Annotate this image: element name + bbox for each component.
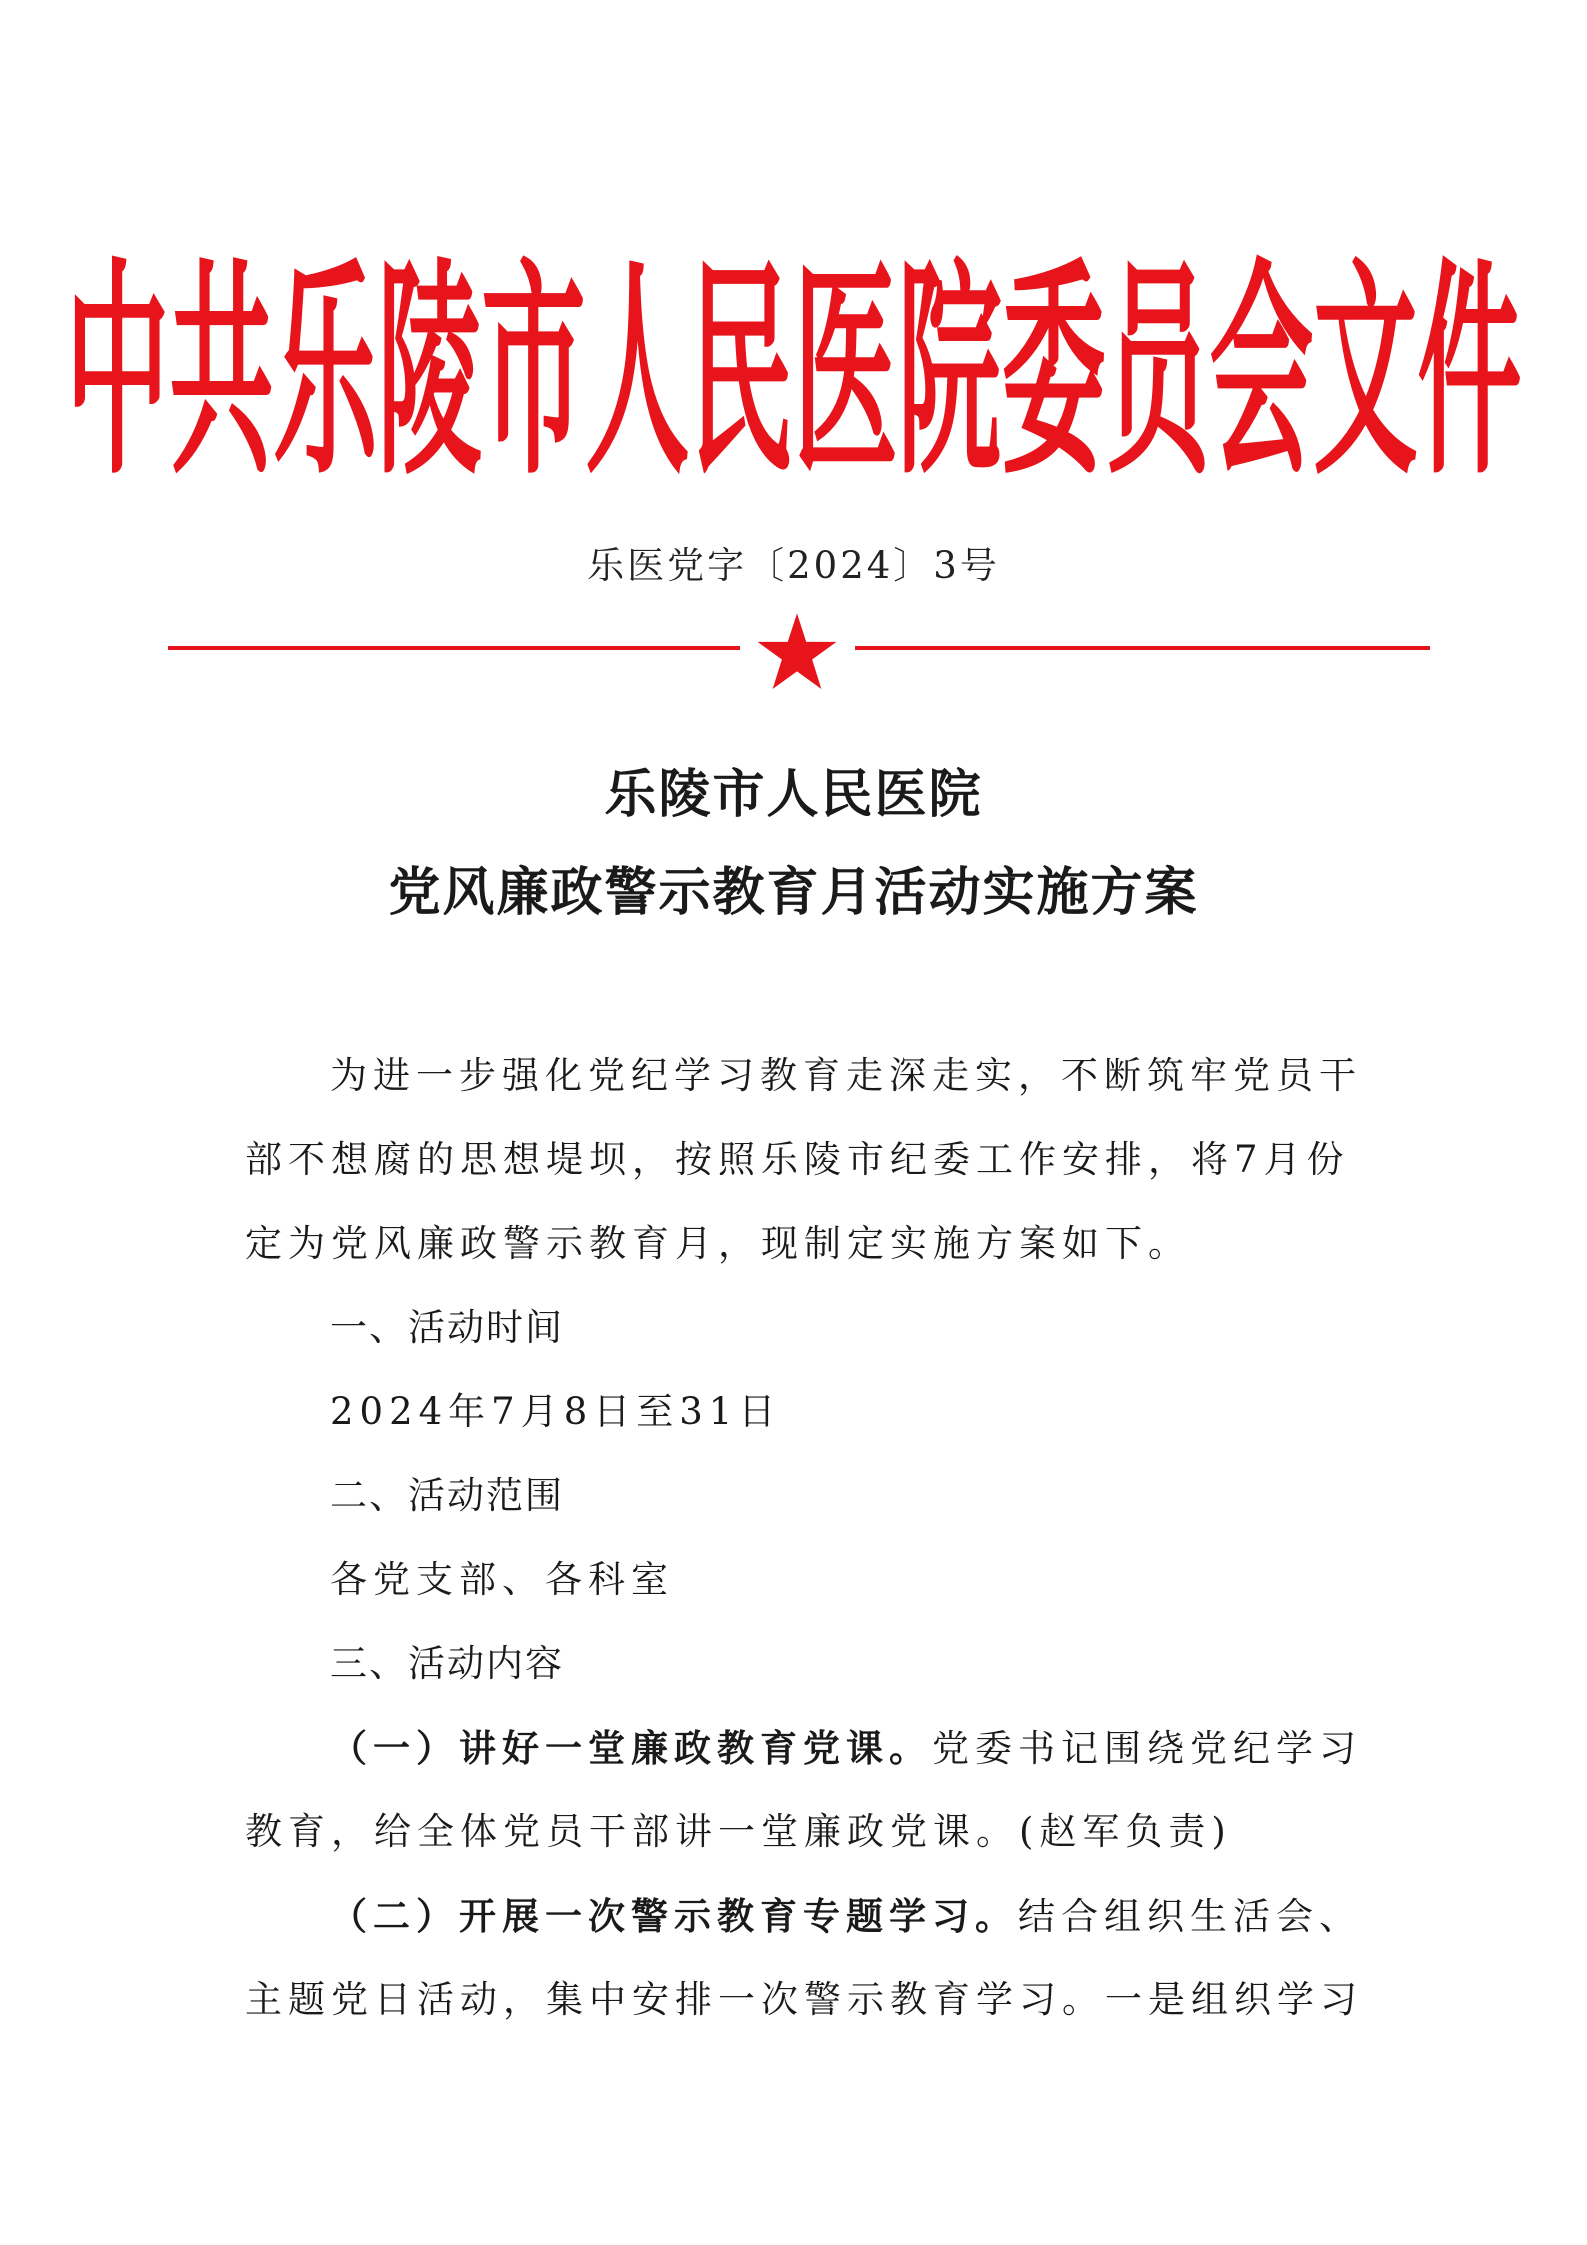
masthead-text: 中共乐陵市人民医院委员会文件 bbox=[65, 235, 1522, 507]
intro-line-3: 定为党风廉政警示教育月，现制定实施方案如下。 bbox=[245, 1222, 1191, 1265]
section-heading-time: 一、活动时间 bbox=[330, 1306, 564, 1349]
item-2-lead: （二）开展一次警示教育专题学习。 bbox=[330, 1894, 1018, 1938]
item-1-rest: 党委书记围绕党纪学习 bbox=[932, 1727, 1362, 1770]
item-2-line-2: 主题党日活动，集中安排一次警示教育学习。一是组织学习 bbox=[245, 1978, 1363, 2021]
item-1-line-2: 教育，给全体党员干部讲一堂廉政党课。(赵军负责) bbox=[245, 1810, 1232, 1853]
item-2-line-1 bbox=[330, 1886, 1362, 1947]
section-text-scope: 各党支部、各科室 bbox=[330, 1558, 674, 1601]
red-star-icon bbox=[755, 610, 839, 694]
red-rule-right bbox=[855, 646, 1430, 650]
document-number: 乐医党字〔2024〕3号 bbox=[587, 544, 1000, 587]
section-text-time: 2024年7月8日至31日 bbox=[330, 1390, 782, 1433]
item-2-rest: 结合组织生活会、 bbox=[1018, 1895, 1362, 1938]
section-heading-content: 三、活动内容 bbox=[330, 1642, 564, 1685]
section-heading-scope: 二、活动范围 bbox=[330, 1474, 564, 1517]
intro-line-2: 部不想腐的思想堤坝，按照乐陵市纪委工作安排，将7月份 bbox=[245, 1138, 1350, 1181]
doc-title-line2: 党风廉政警示教育月活动实施方案 bbox=[388, 862, 1199, 923]
red-rule-left bbox=[168, 646, 740, 650]
masthead-title bbox=[0, 222, 1587, 522]
doc-title-line1: 乐陵市人民医院 bbox=[604, 764, 983, 825]
intro-line-1: 为进一步强化党纪学习教育走深走实，不断筑牢党员干 bbox=[330, 1054, 1362, 1097]
item-1-lead: （一）讲好一堂廉政教育党课。 bbox=[330, 1726, 932, 1770]
item-1-line-1 bbox=[330, 1718, 1362, 1779]
